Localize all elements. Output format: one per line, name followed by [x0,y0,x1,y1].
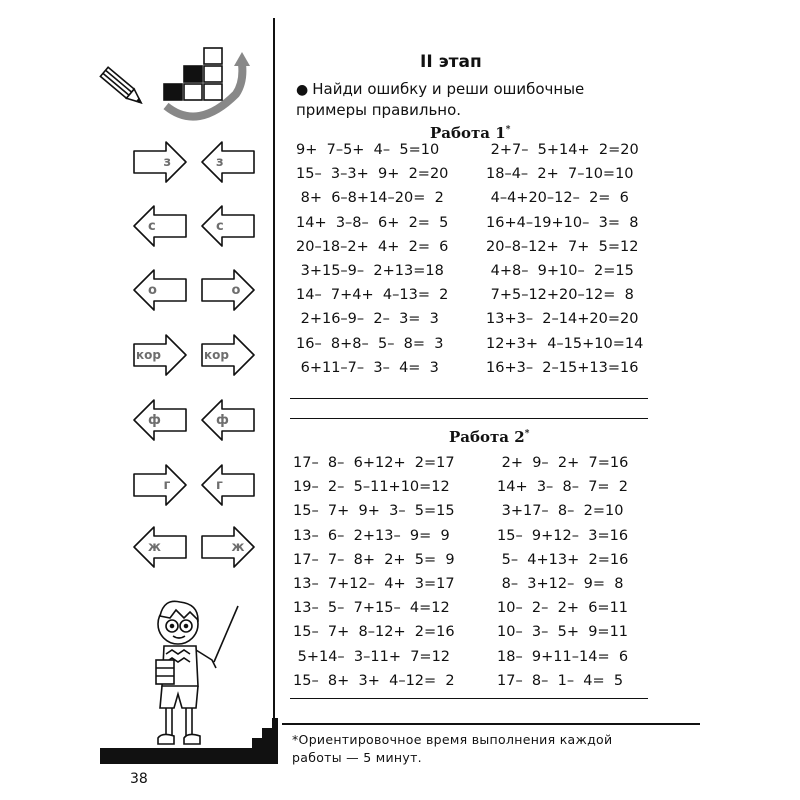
arrow-card-left [200,204,256,248]
example-row: 18– 9+11–14= 6 [497,648,629,665]
example-row: 2+16–9– 2– 3= 3 [296,311,439,328]
example-row: 15– 7+ 8–12+ 2=16 [293,624,455,641]
arrow-label: з [216,155,224,170]
arrow-card-right [200,333,256,377]
arrow-card-left [132,204,188,248]
example-row: 15– 9+12– 3=16 [497,527,629,544]
example-row: 10– 2– 2+ 6=11 [497,600,629,617]
arrow-card-right [132,463,188,507]
work-1-title: Работа 1* [430,124,511,142]
arrow-card-right [132,333,188,377]
arrow-left-icon [200,140,256,184]
arrow-left-icon [132,268,188,312]
example-row: 15– 8+ 3+ 4–12= 2 [293,672,455,689]
work-1-left-column [296,138,448,380]
pencil-icon [96,62,148,114]
arrow-right-icon [200,268,256,312]
work-2-right-column [497,451,628,693]
example-row: 5– 4+13+ 2=16 [497,551,629,568]
example-row: 2+ 9– 2+ 7=16 [497,455,629,471]
example-row: 7+5–12+20–12= 8 [486,287,634,304]
page-number: 38 [130,771,148,787]
example-row: 15– 3–3+ 9+ 2=20 [296,166,449,183]
example-row: 13– 7+12– 4+ 3=17 [293,575,455,592]
arrow-label: г [163,478,171,493]
example-row: 8– 3+12– 9= 8 [497,575,624,592]
example-row: 20–8–12+ 7+ 5=12 [486,238,639,255]
work-2-left-column [293,451,455,693]
arrow-label: ф [216,413,229,428]
example-row: 14+ 3–8– 6+ 2= 5 [296,214,449,231]
footnote: *Ориентировочное время выполнения каждой работы — 5 минут. [292,732,613,765]
page-divider-horizontal [282,723,700,725]
example-row: 3+17– 8– 2=10 [497,503,624,520]
arrow-card-left [132,398,188,442]
example-row: 18–4– 2+ 7–10=10 [486,166,634,183]
stairs-shape [100,716,280,764]
answer-line[interactable] [290,698,648,699]
task-instruction [296,79,656,120]
arrow-left-icon [200,204,256,248]
example-row: 16– 8+8– 5– 8= 3 [296,335,444,352]
bullet-icon: ● [296,82,309,98]
arrow-label: з [163,155,172,170]
example-row: 17– 8– 1– 4= 5 [497,672,624,689]
work-1-right-column [486,138,643,380]
arrow-card-left [200,463,256,507]
example-row: 8+ 6–8+14–20= 2 [296,190,444,207]
example-row: 4–4+20–12– 2= 6 [486,190,629,207]
example-row: 2+7– 5+14+ 2=20 [486,142,639,158]
example-row: 6+11–7– 3– 4= 3 [296,359,439,376]
work-2-title: Работа 2* [449,428,530,446]
example-row: 14– 7+4+ 4–13= 2 [296,287,449,304]
example-row: 13– 6– 2+13– 9= 9 [293,527,450,544]
instruction-text: Найди ошибку и реши ошибочные примеры правильно. [296,80,585,119]
example-row: 10– 3– 5+ 9=11 [497,624,629,641]
arrow-label: с [216,219,224,234]
arrow-label: кор [204,348,229,362]
arrow-label: с [148,219,156,234]
example-row: 14+ 3– 8– 7= 2 [497,479,629,496]
example-row: 17– 7– 8+ 2+ 5= 9 [293,551,455,568]
arrow-card-right [200,268,256,312]
blocks-stair-icon [158,42,250,122]
arrow-card-left [132,268,188,312]
arrow-left-icon [132,204,188,248]
example-row: 12+3+ 4–15+10=14 [486,335,644,352]
example-row: 4+8– 9+10– 2=15 [486,262,634,279]
arrow-card-right [200,525,256,569]
example-row: 3+15–9– 2+13=18 [296,262,444,279]
page-divider-vertical [273,18,275,736]
example-row: 9+ 7–5+ 4– 5=10 [296,142,440,158]
example-row: 20–18–2+ 4+ 2= 6 [296,238,449,255]
example-row: 5+14– 3–11+ 7=12 [293,648,451,665]
arrow-label: о [148,283,157,298]
arrow-right-icon [132,463,188,507]
example-row: 17– 8– 6+12+ 2=17 [293,455,455,471]
arrow-card-left [200,398,256,442]
arrow-label: ж [148,540,161,555]
answer-line[interactable] [290,418,648,419]
answer-line[interactable] [290,398,648,399]
example-row: 19– 2– 5–11+10=12 [293,479,450,496]
example-row: 16+3– 2–15+13=16 [486,359,639,376]
arrow-card-left [132,525,188,569]
arrow-label: о [231,283,241,298]
arrow-right-icon [200,525,256,569]
arrow-card-left [200,140,256,184]
arrow-right-icon [132,140,188,184]
example-row: 13+3– 2–14+20=20 [486,311,639,328]
example-row: 13– 5– 7+15– 4=12 [293,600,450,617]
arrow-label: г [216,478,223,493]
arrow-left-icon [200,463,256,507]
arrow-label: ф [148,413,161,428]
stage-title: II этап [420,52,482,72]
arrow-label: ж [231,540,245,555]
arrow-label: кор [136,348,161,362]
example-row: 16+4–19+10– 3= 8 [486,214,639,231]
arrow-card-right [132,140,188,184]
example-row: 15– 7+ 9+ 3– 5=15 [293,503,455,520]
